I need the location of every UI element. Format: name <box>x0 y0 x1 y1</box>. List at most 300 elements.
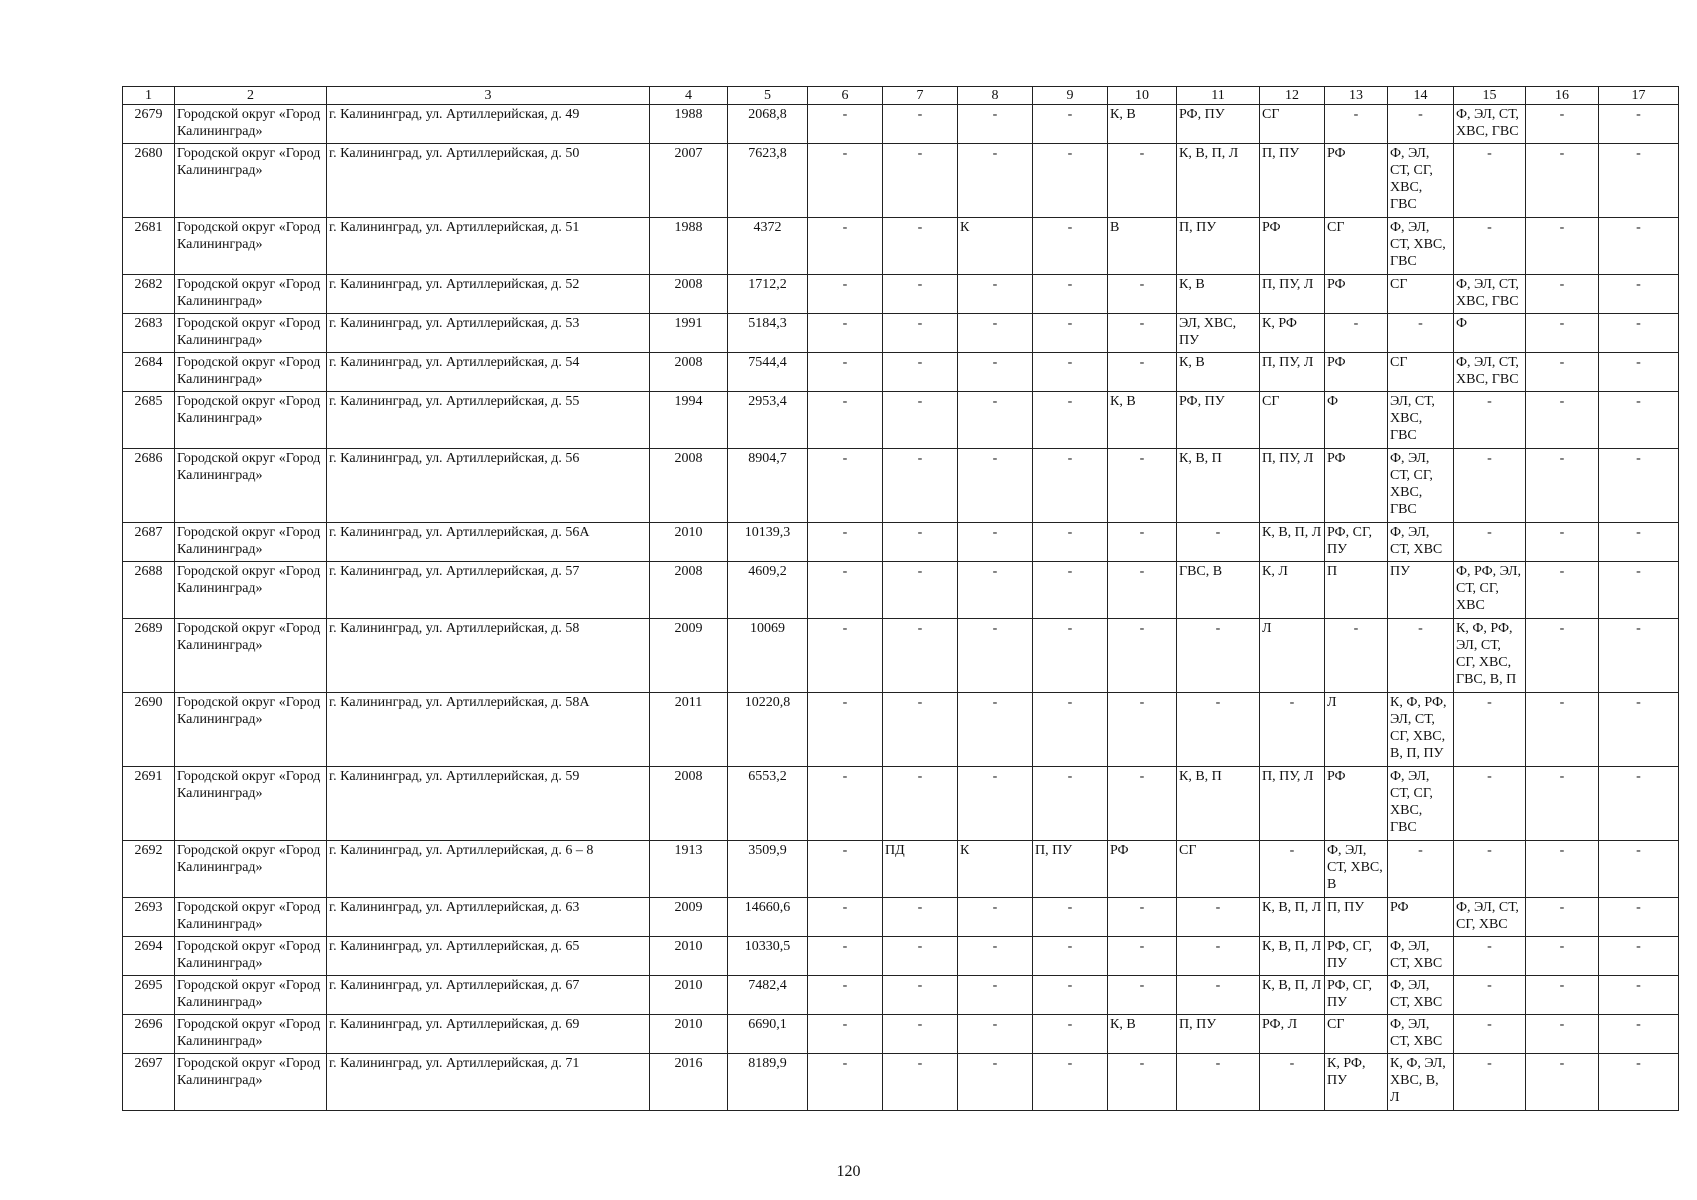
cell-address: г. Калининград, ул. Артиллерийская, д. 56 <box>327 449 650 523</box>
cell-col-9: - <box>1033 937 1108 976</box>
cell-col-6: - <box>808 392 883 449</box>
cell-area: 4372 <box>728 218 808 275</box>
cell-col-6: - <box>808 767 883 841</box>
cell-col-17: - <box>1599 1054 1679 1111</box>
cell-area: 10220,8 <box>728 693 808 767</box>
cell-col-9: - <box>1033 976 1108 1015</box>
cell-col-17: - <box>1599 218 1679 275</box>
cell-area: 10330,5 <box>728 937 808 976</box>
cell-col-17: - <box>1599 105 1679 144</box>
cell-col-7: - <box>883 976 958 1015</box>
cell-year-built: 2009 <box>650 898 728 937</box>
cell-col-10: - <box>1108 976 1177 1015</box>
cell-col-16: - <box>1526 898 1599 937</box>
table-row <box>123 976 1679 1015</box>
table-row <box>123 1015 1679 1054</box>
cell-col-12: П, ПУ, Л <box>1260 275 1325 314</box>
cell-col-13: РФ <box>1325 767 1388 841</box>
cell-col-16: - <box>1526 523 1599 562</box>
cell-col-10: - <box>1108 523 1177 562</box>
table-row <box>123 392 1679 449</box>
cell-col-11: СГ <box>1177 841 1260 898</box>
cell-col-6: - <box>808 1054 883 1111</box>
cell-col-7: ПД <box>883 841 958 898</box>
cell-address: г. Калининград, ул. Артиллерийская, д. 67 <box>327 976 650 1015</box>
cell-col-15: - <box>1454 523 1526 562</box>
column-header: 3 <box>327 87 650 105</box>
cell-col-16: - <box>1526 449 1599 523</box>
cell-col-10: - <box>1108 144 1177 218</box>
cell-col-16: - <box>1526 144 1599 218</box>
cell-col-10: К, В <box>1108 105 1177 144</box>
cell-col-15: - <box>1454 767 1526 841</box>
cell-col-12: - <box>1260 841 1325 898</box>
cell-year-built: 2008 <box>650 275 728 314</box>
cell-address: г. Калининград, ул. Артиллерийская, д. 54 <box>327 353 650 392</box>
table-row <box>123 619 1679 693</box>
cell-col-6: - <box>808 619 883 693</box>
cell-col-17: - <box>1599 392 1679 449</box>
cell-municipality: Городской округ «Город Калининград» <box>175 937 327 976</box>
cell-record-number: 2689 <box>123 619 175 693</box>
cell-col-14: - <box>1388 314 1454 353</box>
cell-record-number: 2682 <box>123 275 175 314</box>
cell-year-built: 2008 <box>650 449 728 523</box>
cell-col-11: К, В <box>1177 275 1260 314</box>
cell-col-15: Ф, ЭЛ, СТ, ХВС, ГВС <box>1454 105 1526 144</box>
cell-area: 7482,4 <box>728 976 808 1015</box>
cell-col-7: - <box>883 449 958 523</box>
cell-col-12: К, В, П, Л <box>1260 937 1325 976</box>
table-row <box>123 449 1679 523</box>
cell-col-9: П, ПУ <box>1033 841 1108 898</box>
cell-col-12: СГ <box>1260 105 1325 144</box>
cell-col-17: - <box>1599 898 1679 937</box>
cell-col-9: - <box>1033 562 1108 619</box>
cell-col-14: Ф, ЭЛ, СТ, ХВС, ГВС <box>1388 218 1454 275</box>
cell-col-14: РФ <box>1388 898 1454 937</box>
cell-col-8: - <box>958 392 1033 449</box>
cell-area: 6690,1 <box>728 1015 808 1054</box>
cell-col-12: К, Л <box>1260 562 1325 619</box>
cell-col-6: - <box>808 314 883 353</box>
cell-col-15: Ф, ЭЛ, СТ, СГ, ХВС <box>1454 898 1526 937</box>
cell-col-9: - <box>1033 144 1108 218</box>
cell-col-14: К, Ф, ЭЛ, ХВС, В, Л <box>1388 1054 1454 1111</box>
table-row <box>123 767 1679 841</box>
cell-col-10: - <box>1108 693 1177 767</box>
cell-municipality: Городской округ «Город Калининград» <box>175 105 327 144</box>
cell-area: 5184,3 <box>728 314 808 353</box>
cell-record-number: 2693 <box>123 898 175 937</box>
column-header: 11 <box>1177 87 1260 105</box>
cell-col-10: - <box>1108 619 1177 693</box>
table-row <box>123 105 1679 144</box>
cell-col-11: ГВС, В <box>1177 562 1260 619</box>
cell-col-14: К, Ф, РФ, ЭЛ, СТ, СГ, ХВС, В, П, ПУ <box>1388 693 1454 767</box>
column-header: 14 <box>1388 87 1454 105</box>
cell-address: г. Калининград, ул. Артиллерийская, д. 69 <box>327 1015 650 1054</box>
cell-col-12: РФ, Л <box>1260 1015 1325 1054</box>
cell-col-12: РФ <box>1260 218 1325 275</box>
cell-col-15: - <box>1454 1054 1526 1111</box>
column-header: 17 <box>1599 87 1679 105</box>
table-row <box>123 353 1679 392</box>
table-row <box>123 898 1679 937</box>
cell-col-6: - <box>808 693 883 767</box>
cell-address: г. Калининград, ул. Артиллерийская, д. 58А <box>327 693 650 767</box>
cell-col-10: - <box>1108 353 1177 392</box>
cell-col-16: - <box>1526 353 1599 392</box>
cell-address: г. Калининград, ул. Артиллерийская, д. 53 <box>327 314 650 353</box>
cell-col-10: - <box>1108 767 1177 841</box>
cell-address: г. Калининград, ул. Артиллерийская, д. 55 <box>327 392 650 449</box>
cell-col-15: - <box>1454 1015 1526 1054</box>
cell-col-13: П <box>1325 562 1388 619</box>
cell-col-12: К, В, П, Л <box>1260 898 1325 937</box>
cell-record-number: 2681 <box>123 218 175 275</box>
cell-col-12: К, В, П, Л <box>1260 523 1325 562</box>
cell-record-number: 2683 <box>123 314 175 353</box>
column-header: 6 <box>808 87 883 105</box>
cell-year-built: 1913 <box>650 841 728 898</box>
cell-col-11: РФ, ПУ <box>1177 105 1260 144</box>
column-header: 8 <box>958 87 1033 105</box>
cell-col-12: П, ПУ, Л <box>1260 767 1325 841</box>
cell-year-built: 2010 <box>650 1015 728 1054</box>
cell-col-14: СГ <box>1388 275 1454 314</box>
cell-municipality: Городской округ «Город Калининград» <box>175 218 327 275</box>
cell-col-16: - <box>1526 392 1599 449</box>
cell-col-6: - <box>808 1015 883 1054</box>
cell-col-14: Ф, ЭЛ, СТ, ХВС <box>1388 1015 1454 1054</box>
cell-municipality: Городской округ «Город Калининград» <box>175 841 327 898</box>
cell-municipality: Городской округ «Город Калининград» <box>175 976 327 1015</box>
cell-col-16: - <box>1526 275 1599 314</box>
cell-col-10: В <box>1108 218 1177 275</box>
cell-col-15: Ф, ЭЛ, СТ, ХВС, ГВС <box>1454 353 1526 392</box>
cell-col-17: - <box>1599 841 1679 898</box>
cell-col-7: - <box>883 1054 958 1111</box>
table-row <box>123 218 1679 275</box>
cell-col-13: РФ, СГ, ПУ <box>1325 937 1388 976</box>
cell-area: 7544,4 <box>728 353 808 392</box>
cell-municipality: Городской округ «Город Калининград» <box>175 353 327 392</box>
column-header: 2 <box>175 87 327 105</box>
cell-col-8: - <box>958 353 1033 392</box>
cell-year-built: 1991 <box>650 314 728 353</box>
cell-area: 10069 <box>728 619 808 693</box>
cell-col-10: - <box>1108 314 1177 353</box>
table-row <box>123 314 1679 353</box>
cell-address: г. Калининград, ул. Артиллерийская, д. 57 <box>327 562 650 619</box>
cell-col-7: - <box>883 619 958 693</box>
cell-area: 3509,9 <box>728 841 808 898</box>
cell-municipality: Городской округ «Город Калининград» <box>175 144 327 218</box>
cell-col-8: - <box>958 523 1033 562</box>
column-header: 7 <box>883 87 958 105</box>
column-number-header <box>123 87 1679 105</box>
cell-col-8: - <box>958 105 1033 144</box>
cell-col-8: К <box>958 841 1033 898</box>
table-row <box>123 937 1679 976</box>
cell-col-15: К, Ф, РФ, ЭЛ, СТ, СГ, ХВС, ГВС, В, П <box>1454 619 1526 693</box>
cell-col-14: - <box>1388 841 1454 898</box>
cell-col-12: П, ПУ, Л <box>1260 353 1325 392</box>
cell-col-13: СГ <box>1325 1015 1388 1054</box>
cell-area: 2068,8 <box>728 105 808 144</box>
table-row <box>123 562 1679 619</box>
cell-address: г. Калининград, ул. Артиллерийская, д. 58 <box>327 619 650 693</box>
cell-col-6: - <box>808 218 883 275</box>
cell-year-built: 2008 <box>650 353 728 392</box>
cell-col-6: - <box>808 937 883 976</box>
cell-col-11: - <box>1177 898 1260 937</box>
cell-address: г. Калининград, ул. Артиллерийская, д. 50 <box>327 144 650 218</box>
cell-col-8: - <box>958 976 1033 1015</box>
cell-col-7: - <box>883 144 958 218</box>
cell-municipality: Городской округ «Город Калининград» <box>175 1015 327 1054</box>
cell-col-16: - <box>1526 976 1599 1015</box>
cell-col-7: - <box>883 767 958 841</box>
cell-record-number: 2685 <box>123 392 175 449</box>
cell-area: 2953,4 <box>728 392 808 449</box>
cell-col-6: - <box>808 976 883 1015</box>
cell-address: г. Калининград, ул. Артиллерийская, д. 56А <box>327 523 650 562</box>
cell-col-14: Ф, ЭЛ, СТ, СГ, ХВС, ГВС <box>1388 767 1454 841</box>
cell-col-11: - <box>1177 523 1260 562</box>
cell-col-13: Л <box>1325 693 1388 767</box>
cell-address: г. Калининград, ул. Артиллерийская, д. 63 <box>327 898 650 937</box>
cell-col-6: - <box>808 353 883 392</box>
table-row <box>123 841 1679 898</box>
cell-col-6: - <box>808 105 883 144</box>
cell-area: 8904,7 <box>728 449 808 523</box>
cell-col-7: - <box>883 218 958 275</box>
table-row <box>123 693 1679 767</box>
cell-col-15: - <box>1454 841 1526 898</box>
cell-col-6: - <box>808 144 883 218</box>
cell-col-13: РФ, СГ, ПУ <box>1325 523 1388 562</box>
cell-col-7: - <box>883 693 958 767</box>
cell-col-9: - <box>1033 693 1108 767</box>
cell-col-12: П, ПУ <box>1260 144 1325 218</box>
cell-col-7: - <box>883 105 958 144</box>
cell-col-12: СГ <box>1260 392 1325 449</box>
column-header: 12 <box>1260 87 1325 105</box>
cell-col-12: К, РФ <box>1260 314 1325 353</box>
cell-col-13: - <box>1325 314 1388 353</box>
cell-col-8: - <box>958 314 1033 353</box>
cell-col-8: - <box>958 275 1033 314</box>
cell-record-number: 2691 <box>123 767 175 841</box>
cell-col-15: - <box>1454 693 1526 767</box>
cell-col-6: - <box>808 275 883 314</box>
cell-area: 14660,6 <box>728 898 808 937</box>
table-row <box>123 1054 1679 1111</box>
cell-municipality: Городской округ «Город Калининград» <box>175 898 327 937</box>
cell-col-8: - <box>958 562 1033 619</box>
cell-col-11: РФ, ПУ <box>1177 392 1260 449</box>
cell-col-15: - <box>1454 144 1526 218</box>
cell-record-number: 2690 <box>123 693 175 767</box>
cell-col-7: - <box>883 1015 958 1054</box>
cell-col-10: - <box>1108 275 1177 314</box>
cell-col-16: - <box>1526 1015 1599 1054</box>
cell-col-9: - <box>1033 105 1108 144</box>
cell-municipality: Городской округ «Город Калининград» <box>175 449 327 523</box>
cell-address: г. Калининград, ул. Артиллерийская, д. 49 <box>327 105 650 144</box>
cell-municipality: Городской округ «Город Калининград» <box>175 523 327 562</box>
cell-col-17: - <box>1599 449 1679 523</box>
cell-col-8: - <box>958 449 1033 523</box>
cell-col-6: - <box>808 449 883 523</box>
cell-year-built: 2007 <box>650 144 728 218</box>
cell-year-built: 2008 <box>650 562 728 619</box>
cell-col-8: - <box>958 619 1033 693</box>
column-header: 10 <box>1108 87 1177 105</box>
column-header: 13 <box>1325 87 1388 105</box>
cell-area: 1712,2 <box>728 275 808 314</box>
cell-col-16: - <box>1526 314 1599 353</box>
cell-col-13: - <box>1325 619 1388 693</box>
cell-col-6: - <box>808 898 883 937</box>
cell-col-17: - <box>1599 562 1679 619</box>
cell-col-14: ПУ <box>1388 562 1454 619</box>
cell-col-6: - <box>808 841 883 898</box>
table-row <box>123 523 1679 562</box>
cell-col-9: - <box>1033 619 1108 693</box>
cell-col-14: - <box>1388 105 1454 144</box>
cell-year-built: 2009 <box>650 619 728 693</box>
cell-col-17: - <box>1599 1015 1679 1054</box>
cell-address: г. Калининград, ул. Артиллерийская, д. 65 <box>327 937 650 976</box>
cell-col-10: К, В <box>1108 1015 1177 1054</box>
cell-col-8: - <box>958 144 1033 218</box>
cell-col-9: - <box>1033 392 1108 449</box>
cell-year-built: 2008 <box>650 767 728 841</box>
cell-year-built: 1988 <box>650 218 728 275</box>
cell-col-11: - <box>1177 619 1260 693</box>
cell-year-built: 2010 <box>650 937 728 976</box>
cell-year-built: 2010 <box>650 523 728 562</box>
housing-registry-table <box>122 86 1679 1111</box>
cell-col-11: К, В, П <box>1177 449 1260 523</box>
cell-col-9: - <box>1033 767 1108 841</box>
cell-municipality: Городской округ «Город Калининград» <box>175 693 327 767</box>
column-header: 5 <box>728 87 808 105</box>
cell-col-12: - <box>1260 1054 1325 1111</box>
cell-col-13: К, РФ, ПУ <box>1325 1054 1388 1111</box>
cell-col-16: - <box>1526 218 1599 275</box>
cell-col-11: П, ПУ <box>1177 1015 1260 1054</box>
cell-area: 10139,3 <box>728 523 808 562</box>
cell-col-11: - <box>1177 937 1260 976</box>
cell-col-15: - <box>1454 449 1526 523</box>
cell-municipality: Городской округ «Город Калининград» <box>175 619 327 693</box>
cell-col-13: П, ПУ <box>1325 898 1388 937</box>
cell-col-8: - <box>958 898 1033 937</box>
cell-col-11: - <box>1177 693 1260 767</box>
cell-col-7: - <box>883 523 958 562</box>
cell-col-11: П, ПУ <box>1177 218 1260 275</box>
cell-municipality: Городской округ «Город Калининград» <box>175 275 327 314</box>
cell-record-number: 2688 <box>123 562 175 619</box>
cell-col-7: - <box>883 937 958 976</box>
cell-col-14: ЭЛ, СТ, ХВС, ГВС <box>1388 392 1454 449</box>
cell-col-11: - <box>1177 976 1260 1015</box>
cell-col-16: - <box>1526 693 1599 767</box>
cell-municipality: Городской округ «Город Калининград» <box>175 392 327 449</box>
cell-record-number: 2694 <box>123 937 175 976</box>
cell-col-11: ЭЛ, ХВС, ПУ <box>1177 314 1260 353</box>
cell-col-9: - <box>1033 1015 1108 1054</box>
cell-year-built: 1988 <box>650 105 728 144</box>
cell-address: г. Калининград, ул. Артиллерийская, д. 71 <box>327 1054 650 1111</box>
cell-year-built: 2011 <box>650 693 728 767</box>
cell-col-17: - <box>1599 314 1679 353</box>
cell-col-17: - <box>1599 144 1679 218</box>
cell-col-15: - <box>1454 937 1526 976</box>
cell-record-number: 2696 <box>123 1015 175 1054</box>
column-header: 15 <box>1454 87 1526 105</box>
cell-col-15: Ф, ЭЛ, СТ, ХВС, ГВС <box>1454 275 1526 314</box>
cell-col-11: К, В, П, Л <box>1177 144 1260 218</box>
cell-col-10: - <box>1108 937 1177 976</box>
cell-col-7: - <box>883 353 958 392</box>
cell-col-8: К <box>958 218 1033 275</box>
cell-col-14: Ф, ЭЛ, СТ, ХВС <box>1388 523 1454 562</box>
cell-municipality: Городской округ «Город Калининград» <box>175 767 327 841</box>
cell-record-number: 2687 <box>123 523 175 562</box>
cell-col-16: - <box>1526 937 1599 976</box>
cell-col-17: - <box>1599 523 1679 562</box>
cell-record-number: 2679 <box>123 105 175 144</box>
cell-col-13: Ф, ЭЛ, СТ, ХВС, В <box>1325 841 1388 898</box>
cell-col-16: - <box>1526 767 1599 841</box>
table-row <box>123 144 1679 218</box>
cell-col-13: РФ <box>1325 275 1388 314</box>
cell-col-13: РФ <box>1325 144 1388 218</box>
cell-col-9: - <box>1033 218 1108 275</box>
cell-municipality: Городской округ «Город Калининград» <box>175 562 327 619</box>
cell-year-built: 2016 <box>650 1054 728 1111</box>
cell-col-14: Ф, ЭЛ, СТ, СГ, ХВС, ГВС <box>1388 144 1454 218</box>
cell-col-9: - <box>1033 449 1108 523</box>
cell-col-16: - <box>1526 1054 1599 1111</box>
cell-col-9: - <box>1033 898 1108 937</box>
cell-col-7: - <box>883 562 958 619</box>
cell-col-13: - <box>1325 105 1388 144</box>
cell-col-7: - <box>883 392 958 449</box>
cell-record-number: 2680 <box>123 144 175 218</box>
cell-col-8: - <box>958 1015 1033 1054</box>
column-header: 9 <box>1033 87 1108 105</box>
cell-col-14: Ф, ЭЛ, СТ, СГ, ХВС, ГВС <box>1388 449 1454 523</box>
cell-col-10: - <box>1108 898 1177 937</box>
cell-col-12: К, В, П, Л <box>1260 976 1325 1015</box>
cell-col-14: Ф, ЭЛ, СТ, ХВС <box>1388 937 1454 976</box>
column-header: 4 <box>650 87 728 105</box>
cell-area: 4609,2 <box>728 562 808 619</box>
cell-col-9: - <box>1033 353 1108 392</box>
cell-col-16: - <box>1526 841 1599 898</box>
cell-col-15: - <box>1454 392 1526 449</box>
cell-area: 7623,8 <box>728 144 808 218</box>
cell-col-6: - <box>808 562 883 619</box>
cell-address: г. Калининград, ул. Артиллерийская, д. 6 – 8 <box>327 841 650 898</box>
cell-col-17: - <box>1599 976 1679 1015</box>
